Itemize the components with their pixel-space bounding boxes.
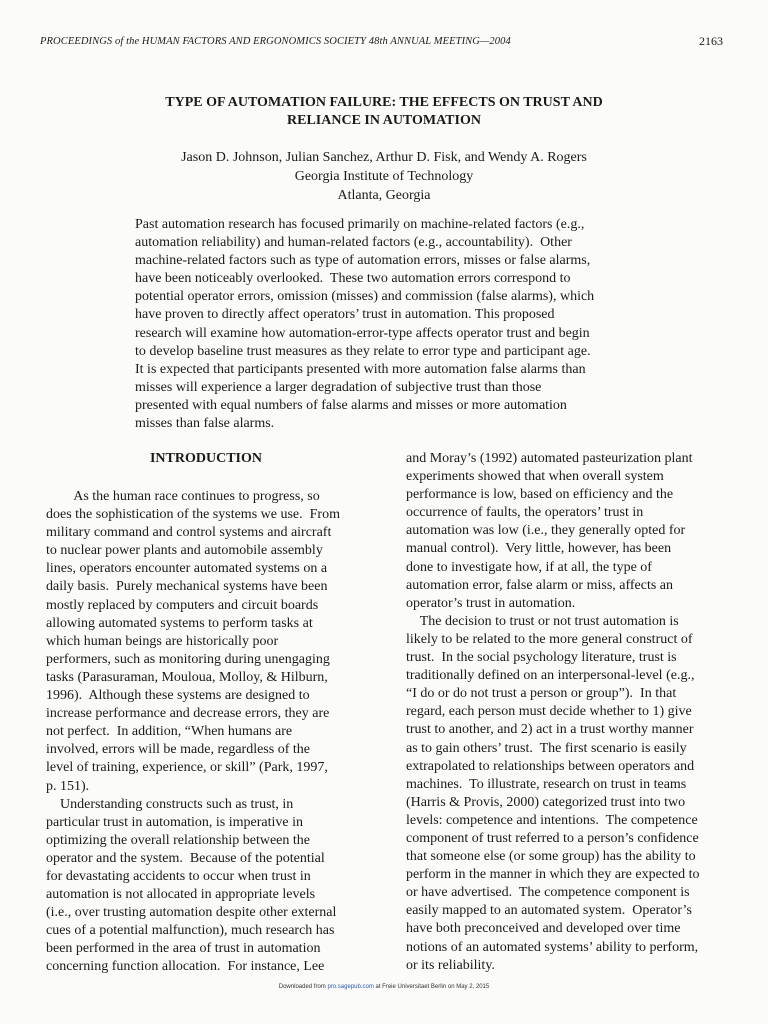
body-text-line: lines, operators encounter automated systems on a [46, 561, 328, 577]
body-text-line: The decision to trust or not trust automation is [406, 613, 679, 629]
body-text-line: concerning function allocation. For instance, Lee [46, 959, 325, 975]
body-text-line: performers, such as monitoring during unengaging [46, 651, 330, 667]
body-text-line: trust. In the social psychology literature, trust is [406, 650, 677, 666]
title-line: RELIANCE IN AUTOMATION [287, 113, 481, 128]
body-text-line: perform in the manner in which they are expected to [406, 867, 700, 883]
paper-title [0, 94, 768, 130]
author-names: Jason D. Johnson, Julian Sanchez, Arthur D. Fisk, and Wendy A. Rogers [181, 150, 587, 165]
left-column [46, 450, 366, 977]
body-text-line: increase performance and decrease errors, they are [46, 706, 330, 722]
body-text-line: automation error, false alarm or miss, affects an [406, 577, 674, 593]
footer-link[interactable]: pro.sagepub.com [327, 984, 374, 990]
body-text-line: have both preconceived and developed over time [406, 921, 681, 937]
body-text-line: not perfect. In addition, “When humans are [46, 724, 293, 740]
body-text-line: notions of an automated systems’ ability to perform, [406, 939, 699, 955]
running-head: PROCEEDINGS of the HUMAN FACTORS AND ERGONOMICS SOCIETY 48th ANNUAL MEETING—2004 [40, 36, 511, 47]
title-line: TYPE OF AUTOMATION FAILURE: THE EFFECTS ON TRUST AND [165, 95, 603, 110]
page-number: 2163 [699, 34, 723, 48]
right-column [406, 450, 731, 975]
author-institution: Georgia Institute of Technology [294, 169, 474, 184]
body-text-line: cues of a potential malfunction), much research has [46, 923, 335, 939]
body-text-line: As the human race continues to progress, so [46, 489, 320, 504]
body-text-line: operator and the system. Because of the potential [46, 850, 325, 866]
body-text-line: levels: competence and intentions. The competence [406, 812, 698, 828]
abstract-line: Past automation research has focused primarily on machine-related factors (e.g., [135, 217, 585, 232]
body-text-line: (Harris & Provis, 2000) categorized trust into two [406, 794, 686, 810]
body-text-line: extrapolated to relationships between operators and [406, 758, 695, 774]
body-text-line: “I do or do not trust a person or group”). In that [406, 686, 677, 702]
body-text-line: involved, errors will be made, regardless of the [46, 742, 310, 758]
abstract-line: It is expected that participants presented with more automation false alarms than [135, 361, 586, 377]
body-text-line: daily basis. Purely mechanical systems have been [46, 579, 328, 595]
body-text-line: mostly replaced by computers and circuit boards [46, 597, 319, 613]
abstract-line: machine-related factors such as type of automation errors, misses or false alarms, [135, 253, 591, 269]
abstract-line: automation reliability) and human-related factors (e.g., accountability). Other [135, 235, 572, 251]
body-text-line: operator’s trust in automation. [406, 595, 576, 611]
body-text-line: done to investigate how, if at all, the type of [406, 559, 652, 575]
body-text-line: component of trust referred to a person’s confidence [406, 830, 699, 846]
body-text-line: occurrence of faults, the operators’ trust in [406, 505, 644, 521]
body-text-line: trust to another, and 2) act in a trust worthy manner [406, 722, 694, 738]
body-text-line: manual control). Very little, however, has been [406, 541, 672, 557]
body-text-line: which human beings are historically poor [46, 633, 279, 649]
body-text-line: allowing automated systems to perform tasks at [46, 615, 313, 631]
abstract-line: have been noticeably overlooked. These two automation errors correspond to [135, 271, 571, 287]
abstract-line: to develop baseline trust measures as they relate to error type and participant age. [135, 343, 591, 359]
body-text-line: as to gain others’ trust. The first scenario is easily [406, 740, 687, 756]
body-text-line: or its reliability. [406, 957, 495, 973]
body-text-line: military command and control systems and aircraft [46, 525, 332, 541]
body-text-line: level of training, experience, or skill” (Park, 1997, [46, 760, 328, 776]
body-text-line: machines. To illustrate, research on trust in teams [406, 776, 687, 792]
body-text-line: Understanding constructs such as trust, in [46, 796, 294, 812]
body-text-line: easily mapped to an automated system. Operator’s [406, 903, 692, 919]
body-text-line: likely to be related to the more general construct of [406, 631, 693, 647]
abstract-line: presented with equal numbers of false alarms and misses or more automation [135, 397, 567, 413]
abstract-line: misses than false alarms. [135, 416, 275, 432]
body-text-line: and Moray’s (1992) automated pasteurization plant [406, 451, 693, 466]
author-block [0, 148, 768, 205]
abstract-line: have proven to directly affect operators’ trust in automation. This proposed [135, 307, 555, 323]
footer-prefix: Downloaded from [278, 984, 328, 990]
body-text-line: or have advertised. The competence component is [406, 885, 690, 901]
footer-suffix: at Freie Universitaet Berlin on May 2, 2015 [373, 984, 490, 990]
abstract-line: misses will experience a larger degradation of subjective trust than those [135, 379, 542, 395]
body-text-line: experiments showed that when overall system [406, 469, 664, 485]
download-footer [0, 984, 768, 990]
body-text-line: tasks (Parasuraman, Mouloua, Molloy, & Hilburn, [46, 669, 328, 685]
body-text-line: been performed in the area of trust in automation [46, 941, 321, 957]
abstract-line: potential operator errors, omission (misses) and commission (false alarms), which [135, 289, 595, 305]
section-heading-introduction: INTRODUCTION [149, 451, 262, 466]
body-text-line: p. 151). [46, 778, 90, 794]
body-text-line: that someone else (or some group) has the ability to [406, 849, 696, 865]
body-text-line: automation was low (i.e., they generally opted for [406, 523, 686, 539]
body-text-line: optimizing the overall relationship between the [46, 832, 310, 848]
body-text-line: automation is not allocated in appropriate levels [46, 887, 316, 903]
body-text-line: traditionally defined on an interpersonal-level (e.g., [406, 668, 695, 684]
body-text-line: to nuclear power plants and automobile assembly [46, 543, 323, 559]
body-text-line: for devastating accidents to occur when trust in [46, 868, 311, 884]
body-text-line: 1996). Although these systems are designed to [46, 688, 310, 704]
abstract-line: research will examine how automation-error-type affects operator trust and begin [135, 325, 590, 341]
body-text-line: performance is low, based on efficiency and the [406, 487, 674, 503]
body-text-line: does the sophistication of the systems we use. From [46, 507, 340, 523]
author-location: Atlanta, Georgia [337, 188, 431, 203]
body-text-line: particular trust in automation, is imperative in [46, 814, 303, 830]
body-text-line: (i.e., over trusting automation despite other external [46, 905, 337, 921]
abstract [135, 216, 650, 433]
body-text-line: regard, each person must decide whether to 1) give [406, 704, 692, 720]
